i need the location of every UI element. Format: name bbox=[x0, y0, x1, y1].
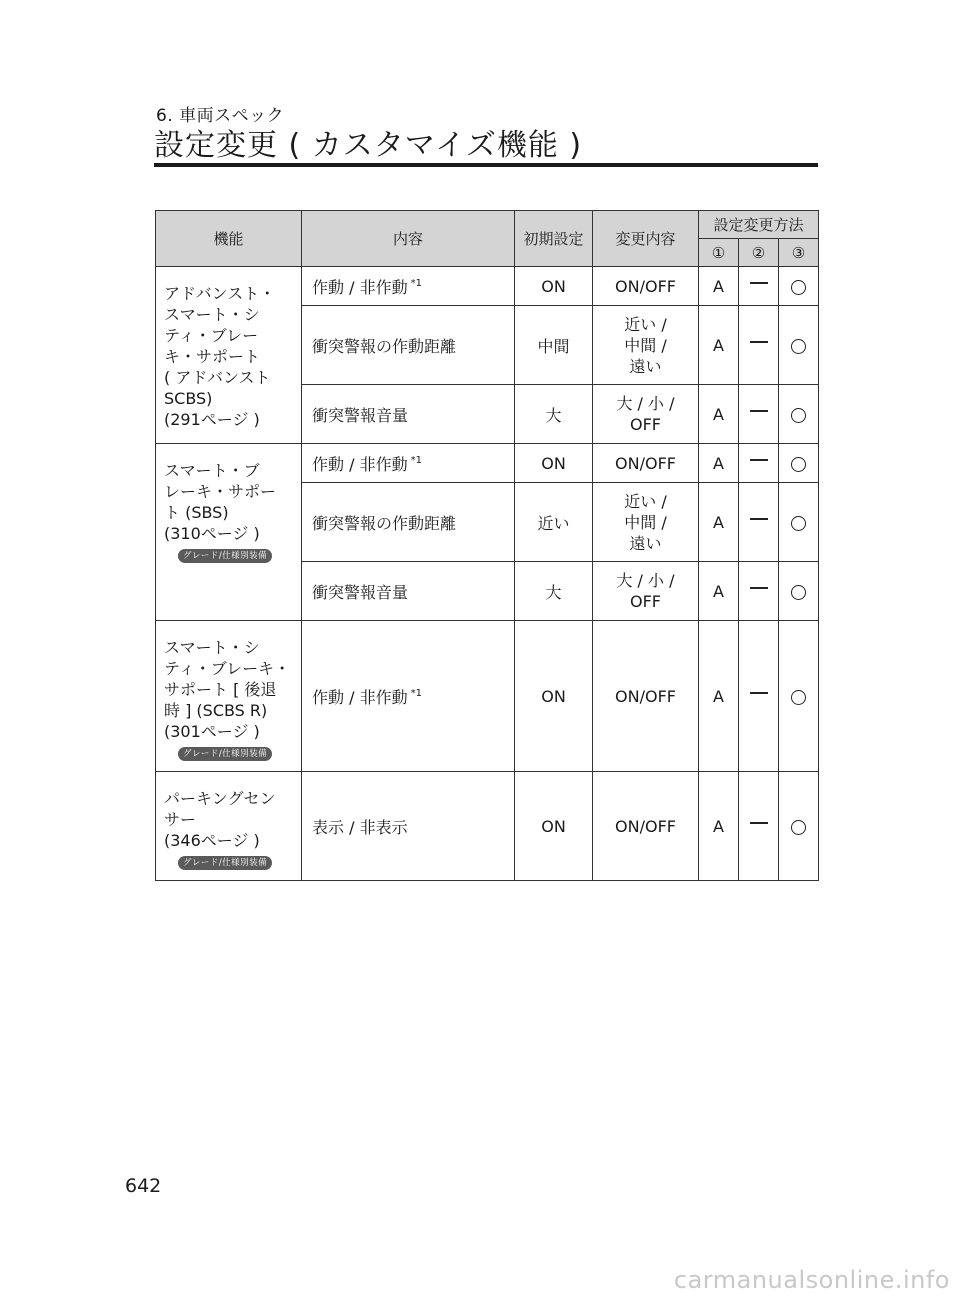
feature-name-line: パーキングセン bbox=[164, 789, 276, 808]
content-cell bbox=[302, 267, 515, 306]
page-number: 642 bbox=[125, 1175, 162, 1197]
change-options-cell bbox=[593, 562, 699, 621]
content-text: 衝突警報の作動距離 bbox=[312, 336, 457, 356]
feature-name-line: レーキ・サポー bbox=[164, 482, 277, 501]
header-feature: 機能 bbox=[156, 211, 302, 267]
content-cell bbox=[302, 621, 515, 772]
change-options-cell bbox=[593, 483, 699, 562]
feature-name-line: サポート [ 後退 bbox=[164, 680, 277, 699]
circle-icon bbox=[791, 516, 806, 531]
table-row bbox=[156, 267, 819, 306]
feature-name-line: (291ページ ) bbox=[164, 410, 260, 429]
change-option-line: OFF bbox=[630, 415, 661, 434]
customization-table bbox=[155, 210, 819, 881]
dash-icon bbox=[750, 341, 768, 343]
header-change: 変更内容 bbox=[593, 211, 699, 267]
initial-setting-cell: 中間 bbox=[515, 306, 593, 385]
feature-name-line: アドバンスト・ bbox=[164, 284, 276, 303]
content-text: 衝突警報の作動距離 bbox=[312, 513, 457, 533]
content-cell bbox=[302, 483, 515, 562]
feature-name-line: (301ページ ) bbox=[164, 722, 260, 741]
change-option-line: 近い / bbox=[624, 314, 667, 334]
header-method-2: ② bbox=[739, 239, 779, 267]
circle-icon bbox=[791, 280, 806, 295]
content-text: 作動 / 非作動 bbox=[312, 687, 408, 707]
change-option-line: 中間 / bbox=[624, 335, 667, 355]
change-option-line: ON/OFF bbox=[615, 686, 676, 706]
change-option-line: 大 / 小 / bbox=[616, 394, 675, 413]
method-2-cell bbox=[739, 444, 779, 483]
feature-name-line: ティ・ブレーキ・ bbox=[164, 659, 291, 678]
content-text: 作動 / 非作動 bbox=[312, 454, 408, 474]
dash-icon bbox=[750, 282, 768, 284]
change-options-cell bbox=[593, 772, 699, 881]
feature-cell bbox=[156, 267, 302, 444]
grade-option-badge: グレード/仕様別装備 bbox=[178, 856, 272, 870]
method-1-cell: A bbox=[699, 444, 739, 483]
method-3-cell bbox=[779, 267, 819, 306]
initial-setting-cell: 近い bbox=[515, 483, 593, 562]
watermark: carmanualsonline.info bbox=[673, 1266, 950, 1294]
footnote-mark: *1 bbox=[410, 688, 422, 700]
change-options-cell bbox=[593, 444, 699, 483]
table-row bbox=[156, 621, 819, 772]
feature-name-line: スマート・シ bbox=[164, 305, 260, 324]
method-2-cell bbox=[739, 562, 779, 621]
circle-icon bbox=[791, 585, 806, 600]
change-option-line: OFF bbox=[630, 592, 661, 611]
content-text: 作動 / 非作動 bbox=[312, 277, 408, 297]
method-1-cell: A bbox=[699, 483, 739, 562]
change-option-line: 近い / bbox=[624, 491, 667, 511]
content-cell bbox=[302, 772, 515, 881]
change-option-line: 中間 / bbox=[624, 512, 667, 532]
feature-name-line: SCBS) bbox=[164, 389, 213, 408]
feature-name-line: 時 ] (SCBS R) bbox=[164, 701, 268, 720]
header-method-1: ① bbox=[699, 239, 739, 267]
method-2-cell bbox=[739, 621, 779, 772]
change-options-cell bbox=[593, 267, 699, 306]
dash-icon bbox=[750, 410, 768, 412]
feature-cell bbox=[156, 444, 302, 621]
dash-icon bbox=[750, 587, 768, 589]
circle-icon bbox=[791, 457, 806, 472]
feature-name-line: (310ページ ) bbox=[164, 524, 260, 543]
content-cell bbox=[302, 385, 515, 444]
method-3-cell bbox=[779, 385, 819, 444]
header-method-3: ③ bbox=[779, 239, 819, 267]
feature-name-line: ティ・ブレー bbox=[164, 326, 259, 345]
method-2-cell bbox=[739, 306, 779, 385]
grade-option-badge: グレード/仕様別装備 bbox=[178, 747, 272, 761]
method-1-cell: A bbox=[699, 267, 739, 306]
content-text: 衝突警報音量 bbox=[312, 582, 409, 602]
method-3-cell bbox=[779, 306, 819, 385]
footnote-mark: *1 bbox=[410, 455, 422, 467]
content-cell bbox=[302, 444, 515, 483]
method-1-cell: A bbox=[699, 385, 739, 444]
change-options-cell bbox=[593, 306, 699, 385]
change-option-line: 遠い bbox=[629, 356, 662, 376]
circle-icon bbox=[791, 690, 806, 705]
content-text: 衝突警報音量 bbox=[312, 405, 409, 425]
header-method: 設定変更方法 bbox=[699, 211, 819, 239]
initial-setting-cell: ON bbox=[515, 267, 593, 306]
method-3-cell bbox=[779, 444, 819, 483]
title-rule bbox=[154, 163, 818, 167]
dash-icon bbox=[750, 822, 768, 824]
method-1-cell: A bbox=[699, 562, 739, 621]
dash-icon bbox=[750, 459, 768, 461]
dash-icon bbox=[750, 692, 768, 694]
feature-name-line: キ・サポート bbox=[164, 347, 261, 366]
initial-setting-cell: ON bbox=[515, 444, 593, 483]
table-body bbox=[156, 267, 819, 881]
method-3-cell bbox=[779, 483, 819, 562]
grade-option-badge: グレード/仕様別装備 bbox=[178, 549, 272, 563]
circle-icon bbox=[791, 820, 806, 835]
page-title: 設定変更 ( カスタマイズ機能 ) bbox=[154, 128, 583, 163]
feature-name-line: スマート・ブ bbox=[164, 461, 260, 480]
method-2-cell bbox=[739, 385, 779, 444]
feature-cell bbox=[156, 772, 302, 881]
dash-icon bbox=[750, 518, 768, 520]
initial-setting-cell: ON bbox=[515, 621, 593, 772]
content-text: 表示 / 非表示 bbox=[312, 817, 408, 837]
method-2-cell bbox=[739, 772, 779, 881]
content-cell bbox=[302, 562, 515, 621]
initial-setting-cell: ON bbox=[515, 772, 593, 881]
change-option-line: ON/OFF bbox=[615, 816, 676, 836]
change-option-line: 遠い bbox=[629, 533, 662, 553]
circle-icon bbox=[791, 408, 806, 423]
change-option-line: 大 / 小 / bbox=[616, 571, 675, 590]
circle-icon bbox=[791, 339, 806, 354]
initial-setting-cell: 大 bbox=[515, 385, 593, 444]
change-option-line: ON/OFF bbox=[615, 276, 676, 296]
method-1-cell: A bbox=[699, 306, 739, 385]
footnote-mark: *1 bbox=[410, 278, 422, 290]
method-2-cell bbox=[739, 267, 779, 306]
method-1-cell: A bbox=[699, 772, 739, 881]
change-options-cell bbox=[593, 385, 699, 444]
section-label: 6. 車両スペック bbox=[156, 106, 285, 126]
method-3-cell bbox=[779, 772, 819, 881]
initial-setting-cell: 大 bbox=[515, 562, 593, 621]
table-row bbox=[156, 444, 819, 483]
table-row bbox=[156, 772, 819, 881]
content-cell bbox=[302, 306, 515, 385]
feature-name-line: (346ページ ) bbox=[164, 831, 260, 850]
method-3-cell bbox=[779, 621, 819, 772]
header-content: 内容 bbox=[302, 211, 515, 267]
feature-name-line: スマート・シ bbox=[164, 638, 260, 657]
method-3-cell bbox=[779, 562, 819, 621]
feature-name-line: ト (SBS) bbox=[164, 503, 229, 522]
change-options-cell bbox=[593, 621, 699, 772]
feature-cell bbox=[156, 621, 302, 772]
change-option-line: ON/OFF bbox=[615, 453, 676, 473]
feature-name-line: ( アドバンスト bbox=[164, 368, 271, 387]
feature-name-line: サー bbox=[164, 810, 197, 829]
method-2-cell bbox=[739, 483, 779, 562]
method-1-cell: A bbox=[699, 621, 739, 772]
header-initial: 初期設定 bbox=[515, 211, 593, 267]
